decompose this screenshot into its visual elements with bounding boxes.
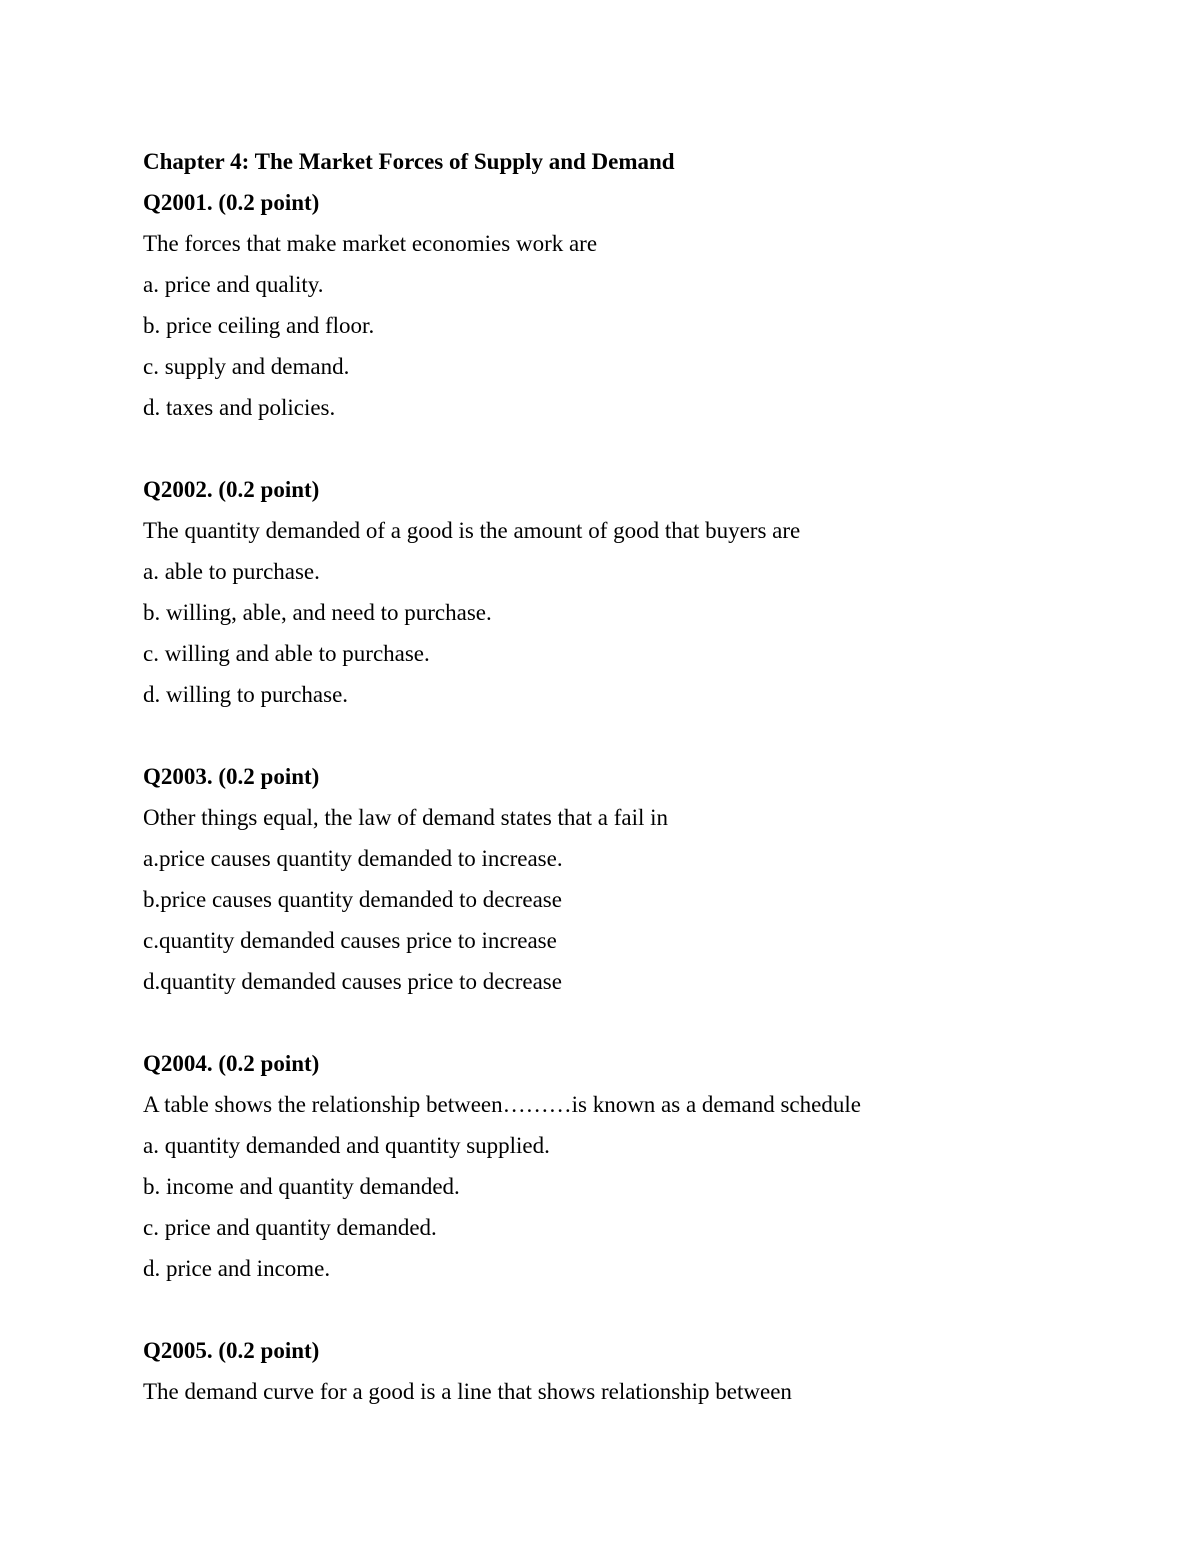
answer-option-b: b. willing, able, and need to purchase. <box>143 600 492 625</box>
answer-option-a: a.price causes quantity demanded to increase. <box>143 846 563 871</box>
question-spacer <box>143 715 1103 756</box>
answer-option-c: c. price and quantity demanded. <box>143 1215 437 1240</box>
question-q2003 <box>143 756 1103 1002</box>
question-q2001 <box>143 182 1103 428</box>
question-id: Q2001. (0.2 point) <box>143 190 320 215</box>
question-spacer <box>143 428 1103 469</box>
question-stem: The quantity demanded of a good is the amount of good that buyers are <box>143 518 801 543</box>
question-id: Q2002. (0.2 point) <box>143 477 320 502</box>
answer-option-d: d.quantity demanded causes price to decrease <box>143 969 562 994</box>
answer-option-b: b. price ceiling and floor. <box>143 313 375 338</box>
question-stem: The demand curve for a good is a line that shows relationship between <box>143 1379 792 1404</box>
question-spacer <box>143 1002 1103 1043</box>
question-spacer <box>143 1289 1103 1330</box>
answer-option-a: a. quantity demanded and quantity supplied. <box>143 1133 550 1158</box>
answer-option-a: a. price and quality. <box>143 272 324 297</box>
document-page <box>143 141 1103 1412</box>
answer-option-b: b.price causes quantity demanded to decrease <box>143 887 562 912</box>
answer-option-c: c.quantity demanded causes price to increase <box>143 928 557 953</box>
question-q2005 <box>143 1330 1103 1412</box>
question-id: Q2005. (0.2 point) <box>143 1338 320 1363</box>
question-stem: The forces that make market economies work are <box>143 231 598 256</box>
question-stem: Other things equal, the law of demand states that a fail in <box>143 805 669 830</box>
question-q2002 <box>143 469 1103 715</box>
answer-option-a: a. able to purchase. <box>143 559 320 584</box>
question-id: Q2003. (0.2 point) <box>143 764 320 789</box>
answer-option-c: c. supply and demand. <box>143 354 350 379</box>
question-stem: A table shows the relationship between………is known as a demand schedule <box>143 1092 861 1117</box>
answer-option-b: b. income and quantity demanded. <box>143 1174 460 1199</box>
question-q2004 <box>143 1043 1103 1289</box>
question-id: Q2004. (0.2 point) <box>143 1051 320 1076</box>
answer-option-d: d. taxes and policies. <box>143 395 336 420</box>
answer-option-d: d. willing to purchase. <box>143 682 349 707</box>
chapter-title: Chapter 4: The Market Forces of Supply and Demand <box>143 149 675 174</box>
answer-option-c: c. willing and able to purchase. <box>143 641 430 666</box>
answer-option-d: d. price and income. <box>143 1256 331 1281</box>
